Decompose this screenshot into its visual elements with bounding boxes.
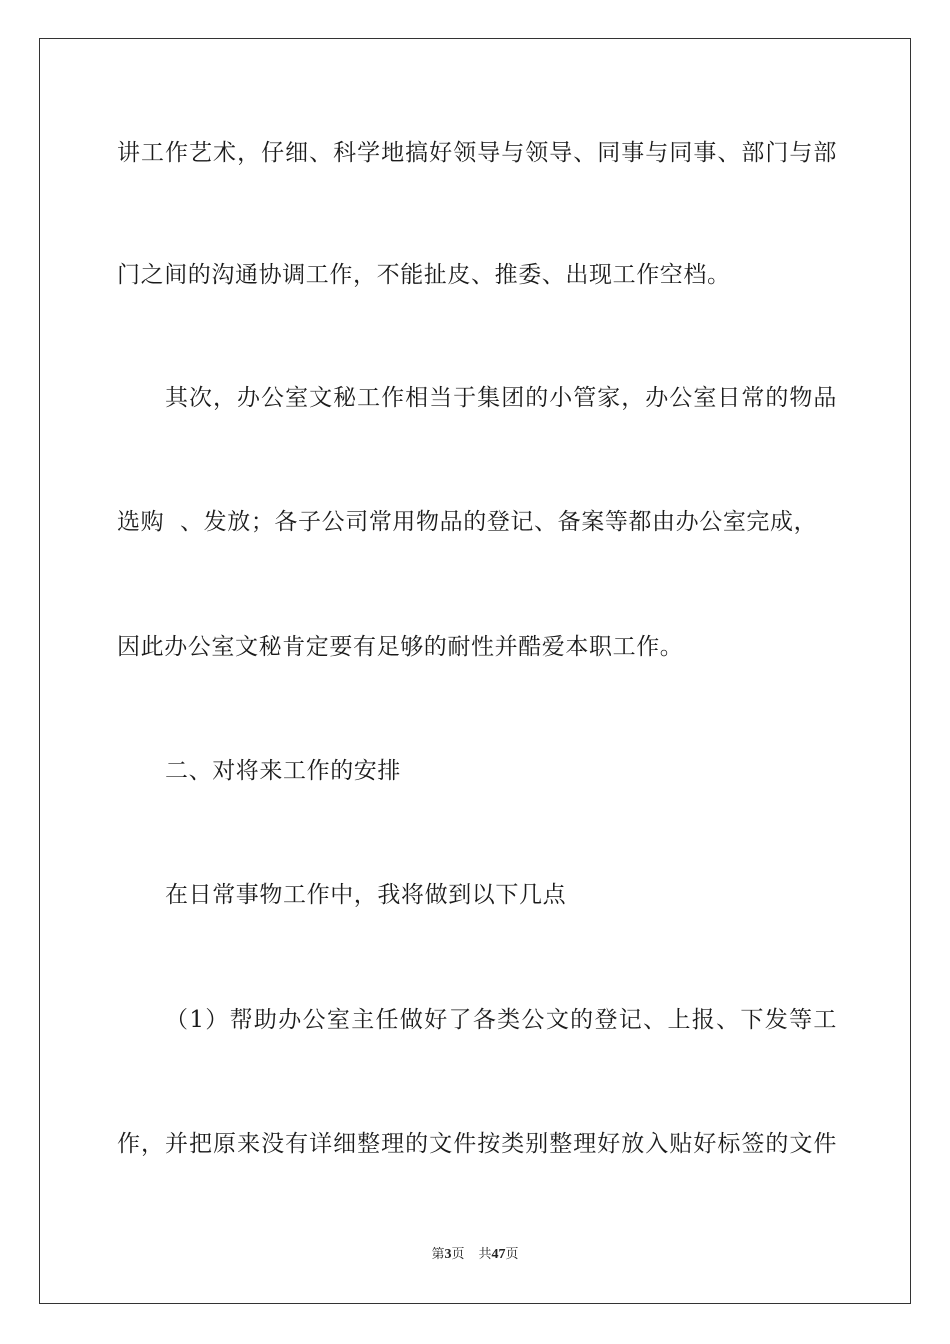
paragraph-line-9: 作，并把原来没有详细整理的文件按类别整理好放入贴好标签的文件 bbox=[117, 1131, 837, 1157]
total-pages: 47 bbox=[491, 1247, 506, 1262]
total-suffix: 页 bbox=[505, 1247, 519, 1262]
paragraph-line-2: 门之间的沟通协调工作，不能扯皮、推委、出现工作空档。 bbox=[117, 262, 731, 288]
page-footer bbox=[0, 1246, 950, 1264]
paragraph-line-3: 其次，办公室文秘工作相当于集团的小管家，办公室日常的物品 bbox=[165, 385, 837, 411]
section-heading: 二、对将来工作的安排 bbox=[165, 758, 401, 784]
page-border bbox=[39, 38, 911, 1304]
paragraph-line-1: 讲工作艺术，仔细、科学地搞好领导与领导、同事与同事、部门与部 bbox=[117, 140, 837, 166]
paragraph-line-7: 在日常事物工作中，我将做到以下几点 bbox=[165, 882, 567, 908]
total-prefix: 共 bbox=[478, 1247, 492, 1262]
paragraph-line-4: 选购 、发放；各子公司常用物品的登记、备案等都由办公室完成， bbox=[117, 509, 818, 535]
page-number: 3 bbox=[444, 1247, 452, 1262]
paragraph-line-8: （1）帮助办公室主任做好了各类公文的登记、上报、下发等工 bbox=[165, 1007, 837, 1033]
paragraph-line-5: 因此办公室文秘肯定要有足够的耐性并酷爱本职工作。 bbox=[117, 634, 684, 660]
page-suffix: 页 bbox=[451, 1247, 465, 1262]
page-prefix: 第 bbox=[431, 1247, 445, 1262]
